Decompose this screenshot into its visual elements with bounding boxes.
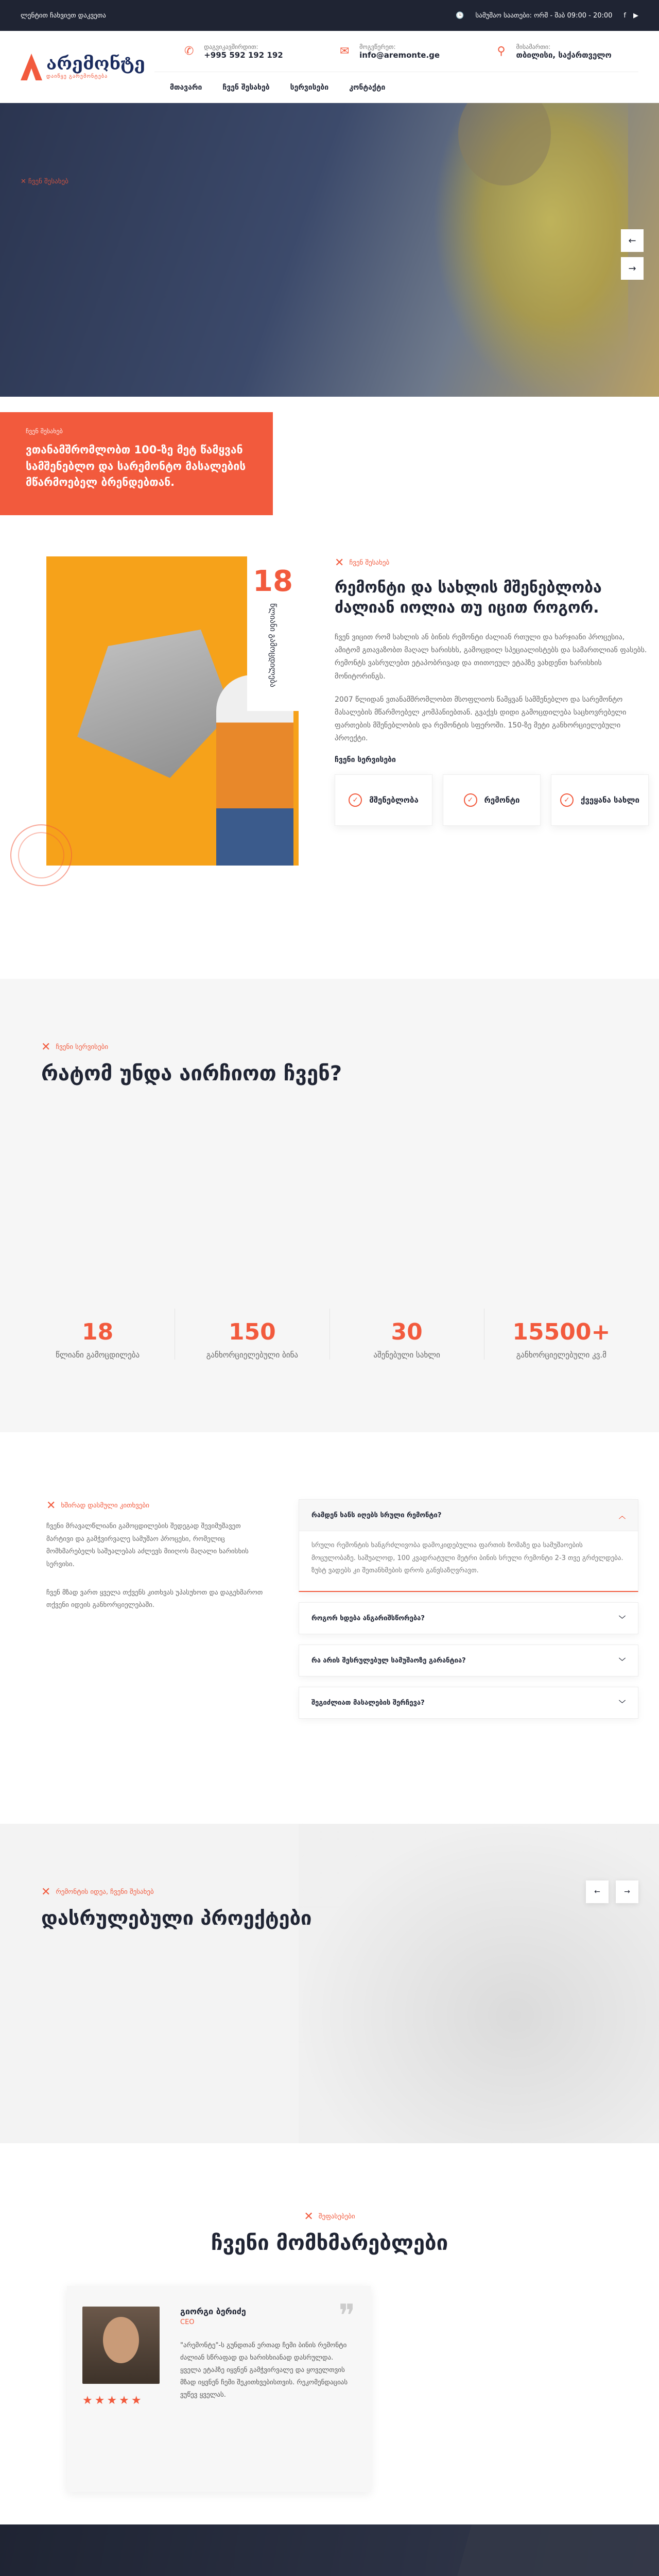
top-bar-tagline: ლენტით ჩახვიეთ დაკვეთა — [21, 11, 106, 20]
stat-item — [484, 1309, 638, 1360]
tools-icon: ✕ — [335, 556, 344, 569]
map-pin-icon: ⚲ — [497, 45, 506, 58]
slider-next-icon[interactable]: → — [621, 257, 644, 280]
about-image — [46, 556, 299, 866]
check-icon: ✓ — [560, 793, 574, 807]
stat-number: 18 — [82, 1319, 114, 1345]
tools-icon: ✕ — [41, 1886, 51, 1899]
chevron-up-icon: ︿ — [618, 1512, 626, 1520]
service-card[interactable] — [335, 774, 432, 826]
hero-slider — [0, 103, 659, 397]
carousel-prev-icon[interactable]: ← — [586, 1880, 609, 1903]
projects-section — [0, 1824, 659, 2143]
phone-icon: ✆ — [184, 45, 194, 58]
check-icon: ✓ — [464, 793, 477, 807]
faq-question-text: როგორ ხდება ანგარიშსწორება? — [311, 1614, 425, 1622]
nav-item-contact[interactable]: კონტაქტი — [349, 83, 386, 92]
section-tag-label: ხშირად დასმული კითხვები — [61, 1502, 149, 1510]
header-contacts — [154, 31, 638, 72]
services-list — [335, 774, 649, 826]
stat-number: 30 — [391, 1319, 423, 1345]
stat-label: განხორციელებული კვ.მ — [516, 1350, 607, 1360]
chevron-down-icon: ﹀ — [618, 1615, 626, 1623]
faq-item[interactable] — [299, 1499, 638, 1592]
contact-address — [494, 43, 612, 60]
contact-label: დაგვიკავშირდით: — [204, 43, 258, 50]
section-tag-label: ჩვენ შესახებ — [349, 559, 390, 567]
carousel-next-icon[interactable]: → — [616, 1880, 638, 1903]
stat-label: აშენებული სახლი — [373, 1350, 440, 1360]
why-us-section — [0, 979, 659, 1432]
section-tag-label: ჩვენი სერვისები — [56, 1043, 109, 1051]
hero-arrows — [621, 229, 644, 280]
faq-question[interactable] — [299, 1500, 638, 1531]
stat-label: განხორციელებული ბინა — [206, 1350, 299, 1360]
logo-mark-icon — [21, 54, 42, 80]
check-icon: ✓ — [349, 793, 362, 807]
nav-item-services[interactable]: სერვისები — [290, 83, 329, 92]
stats-row — [21, 1309, 638, 1360]
stat-item — [330, 1309, 484, 1360]
stat-label: წლიანი გამოცდილება — [56, 1350, 140, 1360]
faq-question[interactable] — [299, 1603, 638, 1634]
testimonial-name: გიორგი ბერიძე — [180, 2307, 246, 2316]
projects-arrows — [586, 1880, 638, 1903]
service-name: მშენებლობა — [369, 795, 419, 805]
working-hours: სამუშაო საათები: ორშ - შაბ 09:00 - 20:00 — [475, 11, 613, 20]
logo[interactable] — [21, 31, 154, 103]
faq-item[interactable] — [299, 1645, 638, 1676]
testimonial-card — [67, 2286, 371, 2492]
years-number: 18 — [253, 565, 293, 598]
about-section — [0, 515, 659, 979]
stat-number: 150 — [228, 1319, 276, 1345]
mail-icon: ✉ — [339, 45, 350, 58]
section-tag — [335, 556, 649, 569]
section-tag — [0, 2210, 659, 2223]
contact-phone[interactable] — [181, 43, 283, 60]
stat-number: 15500+ — [512, 1319, 611, 1345]
service-name: ქვეყანა სახლი — [581, 795, 639, 805]
about-highlight — [0, 412, 273, 515]
avatar — [82, 2307, 160, 2384]
section-tag — [41, 1041, 638, 1054]
tools-icon: ✕ — [41, 1041, 51, 1054]
why-us-title: რატომ უნდა აირჩიოთ ჩვენ? — [41, 1062, 342, 1086]
testimonials-section — [0, 2143, 659, 2524]
slider-prev-icon[interactable]: ← — [621, 229, 644, 252]
contact-value: თბილისი, საქართველო — [516, 50, 612, 60]
logo-subtitle: დაიწყე გარემონტება — [46, 73, 108, 79]
chevron-down-icon: ﹀ — [618, 1657, 626, 1666]
service-name: რემონტი — [484, 795, 520, 805]
service-card[interactable] — [443, 774, 541, 826]
faq-question-text: რა არის შესრულებულ სამუშაოზე გარანტია? — [311, 1656, 466, 1665]
service-card[interactable] — [551, 774, 649, 826]
header — [0, 31, 659, 103]
faq-intro: ჩვენი მრავალწლიანი გამოცდილების შედეგად შევიმუშავეთ მარტივი და გამჭვირვალე სამუშაო პროცესი, რომელიც მომხმარებელს საშუალებას აძლევს მიიღოს მაღალი ხარისხის სერვისი. — [46, 1522, 249, 1569]
section-tag-label: რემონტის იდეა, ჩვენი შესახებ — [56, 1888, 154, 1896]
nav-item-about[interactable]: ჩვენ შესახებ — [222, 83, 270, 92]
logo-text: არემონტე — [46, 53, 145, 74]
years-badge — [247, 556, 299, 711]
top-bar — [0, 0, 659, 31]
contact-label: მისამართი: — [516, 43, 551, 50]
testimonial-text: "არემონტე"-ს გუნდთან ერთად ჩემი ბინის რემონტი ძალიან სწრაფად და ხარისხიანად დასრულდა. ყველა ეტაპზე იყვნენ გამჭვირვალე და ყოველთვის მზად იყვნენ ჩემი შეკითხვებისთვის. რეკომენდაციას ვუწევ ყველას. — [180, 2342, 348, 2399]
about-paragraph: 2007 წლიდან ვთანამშრომლობთ მსოფლიოს წამყვან სამშენებლო და სარემონტო მასალების მწარმოებელ კომპანიებთან. გვაქვს დიდი გამოცდილება საცხოვრებელი ფართების მშენებლობის და რემონტის სფეროში. 150-ზე მეტი განხორციელებული პროექტი. — [335, 695, 627, 743]
rating-stars: ★★★★★ — [82, 2394, 144, 2407]
section-tag-label: შეფასებები — [318, 2213, 355, 2221]
chevron-down-icon: ﹀ — [618, 1700, 626, 1708]
years-text: წლიანი გამოცდილება — [268, 603, 278, 688]
stat-item — [175, 1309, 330, 1360]
services-title: ჩვენი სერვისები — [335, 755, 396, 764]
cta-section — [0, 2524, 659, 2576]
testimonials-title: ჩვენი მომხმარებლები — [211, 2231, 448, 2255]
stat-item — [21, 1309, 175, 1360]
faq-section — [0, 1432, 659, 1824]
contact-label: მოგვწერეთ: — [359, 43, 396, 50]
hero-tag: ✕ ჩვენ შესახებ — [21, 178, 68, 185]
projects-bg-image — [299, 1824, 659, 2143]
contact-value: +995 592 192 192 — [204, 50, 283, 60]
contact-email[interactable] — [337, 43, 440, 60]
faq-accordion — [299, 1499, 638, 1729]
quote-icon: ❞ — [338, 2298, 355, 2334]
about-title: რემონტი და სახლის მშენებლობა ძალიან იოლია თუ იცით როგორ. — [335, 579, 602, 617]
faq-question-text: შეგიძლიათ მასალების შერჩევა? — [311, 1699, 425, 1707]
cta-bg-shape — [391, 2524, 659, 2576]
faq-question[interactable] — [299, 1645, 638, 1676]
tools-icon: ✕ — [304, 2210, 314, 2223]
youtube-icon[interactable]: ▶ — [633, 11, 638, 20]
facebook-icon[interactable]: f — [623, 11, 626, 20]
clock-icon: 🕒 — [456, 11, 464, 20]
faq-intro: ჩვენ მზად ვართ ყველა თქვენს კითხვას უპასუხოთ და დაგეხმაროთ თქვენი იდეის განხორციელებაში. — [46, 1588, 263, 1609]
tools-icon: ✕ — [46, 1499, 56, 1512]
about-text — [335, 556, 649, 826]
faq-item[interactable] — [299, 1602, 638, 1634]
testimonial-role: CEO — [180, 2318, 195, 2326]
contact-value: info@aremonte.ge — [359, 50, 440, 60]
main-nav — [154, 72, 638, 103]
nav-item-home[interactable]: მთავარი — [170, 83, 202, 92]
faq-question-text: რამდენ ხანს იღებს სრული რემონტი? — [311, 1511, 442, 1519]
social-links — [623, 12, 638, 20]
section-tag — [46, 1499, 268, 1512]
about-paragraph: ჩვენ ვიცით რომ სახლის ან ბინის რემონტი ძალიან რთული და ხარჯიანი პროცესია, ამიტომ გთავაზობთ მაღალ ხარისხს, გამოცდილ სპეციალისტებს და სამართლიან ფასებს. რემონტს ვასრულებთ ეტაპობრივად და თითოეულ ეტაპზე ვახდენთ ხარისხის მონიტორინგს. — [335, 633, 647, 681]
about-highlight-tag: ჩვენ შესახებ — [26, 428, 63, 435]
section-tag — [41, 1886, 638, 1899]
faq-answer: სრული რემონტის ხანგრძლივობა დამოკიდებულია ფართის ზომაზე და სამუშაოების მოცულობაზე. საშუალოდ, 100 კვადრატული მეტრი ბინის სრული რემონტი 2-3 თვე გრძელდება. ზუსტ ვადებს კი შეთანხმების დროს განვსაზღვრავთ. — [299, 1531, 638, 1591]
circle-decoration — [18, 832, 64, 878]
projects-title: დასრულებული პროექტები — [41, 1907, 312, 1929]
about-highlight-text: ვთანამშრომლობთ 100-ზე მეტ წამყვან სამშენებლო და სარემონტო მასალების მწარმოებელ ბრენდებთან. — [26, 444, 246, 488]
faq-question[interactable] — [299, 1687, 638, 1718]
faq-item[interactable] — [299, 1687, 638, 1719]
